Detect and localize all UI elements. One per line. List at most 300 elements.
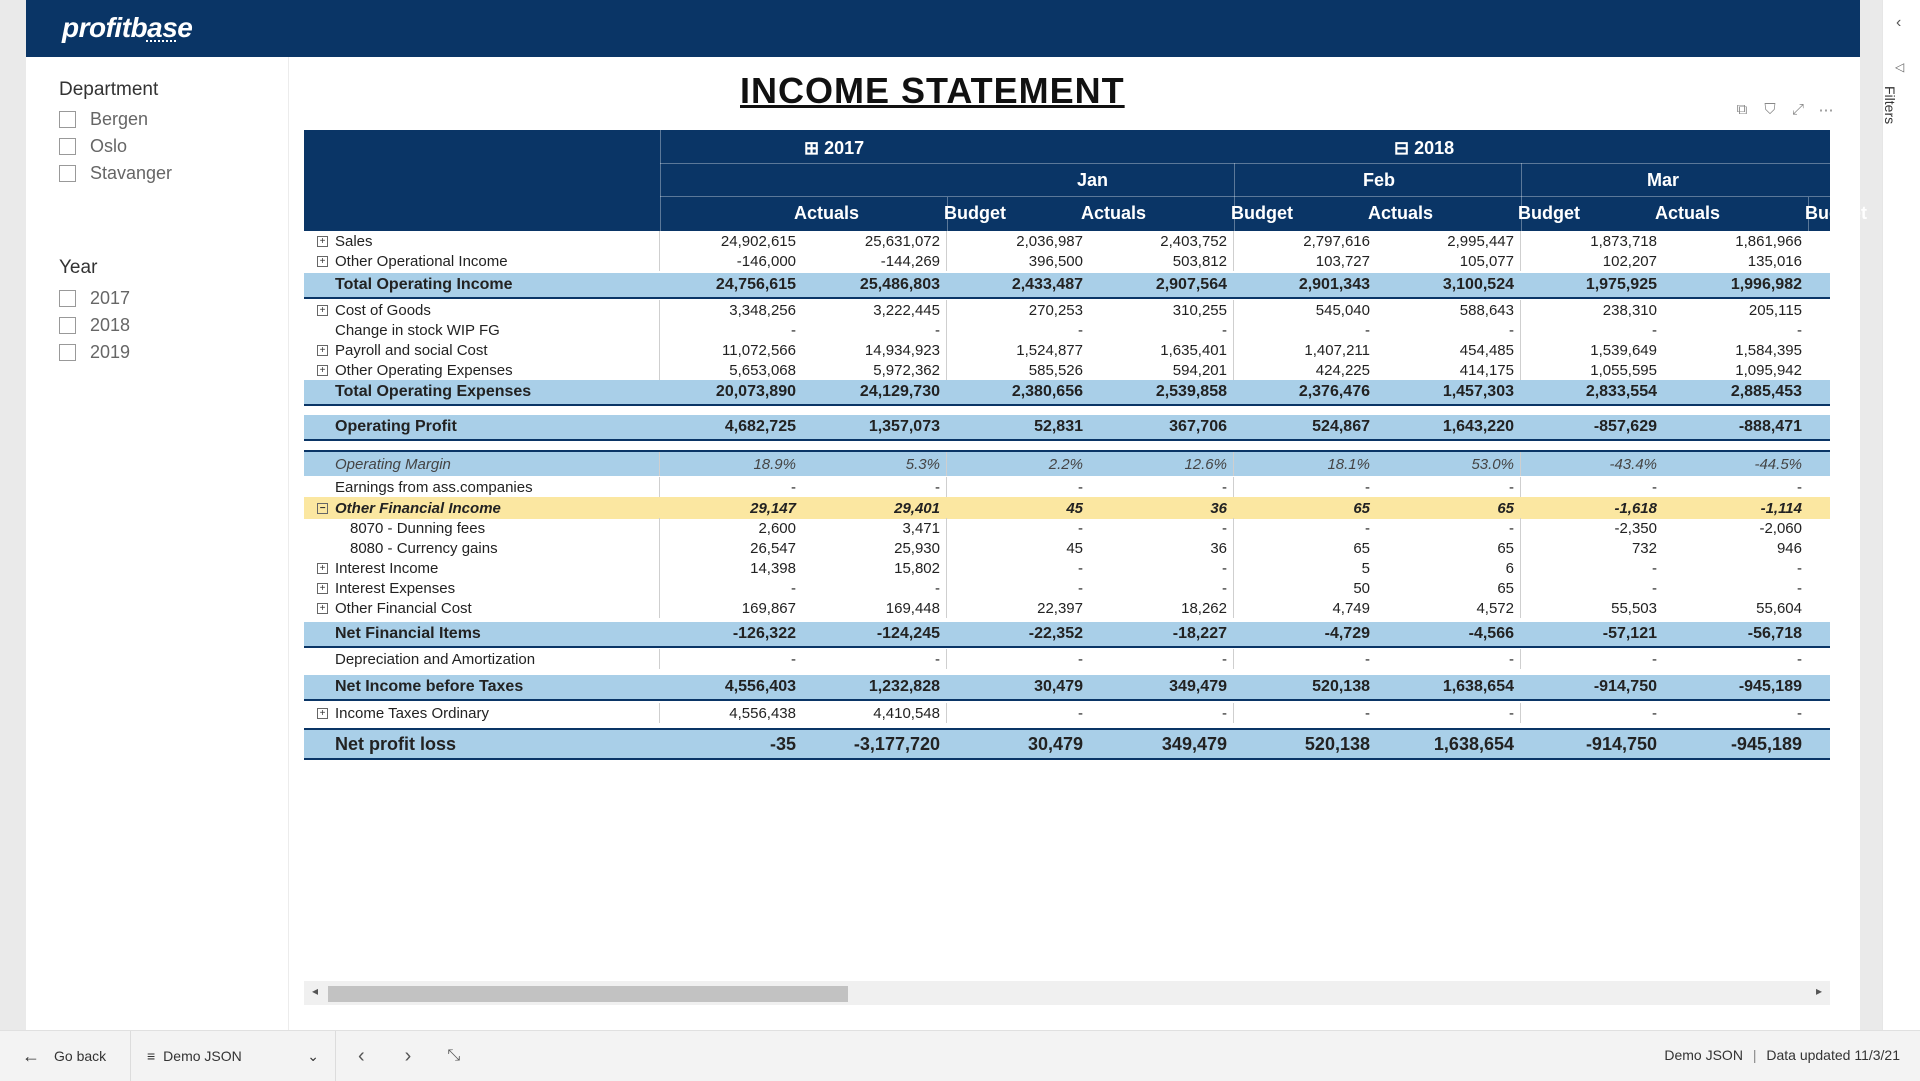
logo-underline: [146, 40, 176, 44]
matrix-row[interactable]: [304, 558, 1830, 578]
value-cell: -: [802, 649, 947, 669]
row-label: Total Operating Income: [335, 276, 513, 293]
row-header: [304, 251, 660, 271]
expand-icon[interactable]: +: [317, 256, 328, 267]
option-label: Stavanger: [90, 163, 173, 183]
value-cell: -: [1365, 478, 1370, 496]
year-header-2017[interactable]: [804, 138, 864, 159]
value-cell: 1,638,654: [1376, 730, 1521, 758]
value-cell: 4,556,438: [729, 704, 796, 722]
value-cell: 424,225: [1315, 361, 1370, 379]
value-cell: -: [791, 321, 796, 339]
value-cell: 65: [1353, 539, 1370, 557]
expand-icon[interactable]: +: [317, 603, 328, 614]
value-cell: 5.3%: [802, 452, 947, 476]
row-header: [304, 518, 660, 538]
value-cell: 2,036,987: [1016, 232, 1083, 250]
value-cell: 414,175: [1376, 360, 1521, 380]
value-cell: 55,604: [1756, 599, 1802, 617]
row-label: Total Operating Expenses: [335, 383, 532, 400]
filters-pane-label[interactable]: Filters: [1882, 86, 1898, 125]
value-cell: -57,121: [1602, 625, 1657, 642]
expand-icon[interactable]: +: [317, 708, 328, 719]
value-cell: -: [1376, 649, 1521, 669]
value-cell: -: [1089, 649, 1234, 669]
expand-icon[interactable]: +: [317, 583, 328, 594]
matrix-row[interactable]: [304, 728, 1830, 760]
row-header: [304, 452, 660, 476]
row-header: [304, 300, 660, 320]
matrix-row[interactable]: [304, 300, 1830, 320]
report-title: INCOME STATEMENT: [740, 70, 1125, 111]
value-cell: -: [1652, 650, 1657, 668]
value-cell: 25,930: [802, 538, 947, 558]
matrix-row[interactable]: [304, 703, 1830, 723]
scrollbar-thumb[interactable]: [328, 986, 848, 1002]
department-slicer-title: Department: [59, 79, 159, 100]
value-cell: 2,376,476: [1298, 383, 1370, 400]
value-cell: -: [1089, 518, 1234, 538]
value-cell: -: [1078, 579, 1083, 597]
value-cell: -: [1089, 558, 1234, 578]
row-header: [304, 649, 660, 669]
value-cell: 45: [1066, 539, 1083, 557]
department-option-oslo[interactable]: [59, 136, 127, 157]
previous-page-button[interactable]: [336, 1031, 387, 1081]
col-header-budget[interactable]: Budget: [1805, 203, 1867, 223]
value-cell: 14,934,923: [802, 340, 947, 360]
focus-mode-icon[interactable]: ⤢: [1791, 101, 1804, 118]
row-label: Depreciation and Amortization: [335, 650, 536, 668]
value-cell: -126,322: [732, 625, 796, 642]
page-name: Demo JSON: [163, 1048, 242, 1064]
value-cell: 1,357,073: [802, 415, 947, 439]
value-cell: 2,403,752: [1089, 231, 1234, 251]
value-cell: -2,060: [1759, 519, 1802, 537]
page-list-icon: ≡: [147, 1048, 156, 1064]
value-cell: 24,902,615: [720, 232, 796, 250]
row-label: Net Financial Items: [335, 625, 481, 642]
value-cell: -: [1376, 518, 1521, 538]
row-label: Payroll and social Cost: [335, 341, 488, 359]
department-option-bergen[interactable]: [59, 109, 148, 130]
matrix-row[interactable]: [304, 518, 1830, 538]
row-label: Operating Profit: [335, 418, 457, 435]
matrix-row[interactable]: [304, 477, 1830, 497]
value-cell: 205,115: [1748, 301, 1802, 319]
row-label: Earnings from ass.companies: [335, 478, 533, 496]
value-cell: 367,706: [1089, 415, 1234, 439]
value-cell: 30,479: [1027, 733, 1083, 754]
checkbox-icon[interactable]: [59, 317, 76, 334]
value-cell: 1,524,877: [1016, 341, 1083, 359]
value-cell: 18.9%: [753, 455, 796, 473]
value-cell: -: [1376, 320, 1521, 340]
value-cell: 12.6%: [1089, 452, 1234, 476]
value-cell: 20,073,890: [715, 383, 796, 400]
value-cell: 4,410,548: [802, 703, 947, 723]
value-cell: 1,539,649: [1590, 341, 1657, 359]
value-cell: -: [1365, 704, 1370, 722]
status-report-name: Demo JSON: [1664, 1047, 1743, 1063]
value-cell: 520,138: [1312, 678, 1370, 695]
row-header: [304, 231, 660, 251]
row-header: [304, 730, 660, 758]
checkbox-icon[interactable]: [59, 138, 76, 155]
value-cell: -44.5%: [1754, 455, 1802, 473]
matrix-row[interactable]: [304, 251, 1830, 271]
value-cell: 5,972,362: [802, 360, 947, 380]
month-header-feb: Feb: [1363, 170, 1396, 190]
value-cell: -22,352: [1028, 625, 1083, 642]
row-label: Interest Income: [335, 559, 439, 577]
value-cell: 270,253: [1028, 301, 1083, 319]
value-cell: 135,016: [1747, 252, 1802, 270]
value-cell: -: [1089, 477, 1234, 497]
value-cell: -888,471: [1738, 418, 1802, 435]
value-cell: 524,867: [1312, 418, 1370, 435]
value-cell: -: [1078, 704, 1083, 722]
value-cell: 3,348,256: [729, 301, 796, 319]
value-cell: 2.2%: [1048, 455, 1083, 473]
collapse-arrows-icon: ⤡: [447, 1047, 461, 1064]
value-cell: -124,245: [802, 622, 947, 646]
value-cell: 18.1%: [1327, 455, 1370, 473]
copy-icon[interactable]: ⧉: [1736, 101, 1748, 118]
value-cell: 1,996,982: [1730, 276, 1802, 293]
value-cell: 50: [1353, 579, 1370, 597]
value-cell: 65: [1376, 497, 1521, 519]
value-cell: -18,227: [1089, 622, 1234, 646]
chevron-down-icon: ⌄: [307, 1047, 319, 1064]
col-header-actuals[interactable]: Actuals: [1367, 203, 1433, 223]
value-cell: 2,885,453: [1730, 383, 1802, 400]
value-cell: 396,500: [1028, 252, 1083, 270]
value-cell: -: [802, 477, 947, 497]
row-header: [304, 497, 660, 519]
row-label: Net Income before Taxes: [335, 678, 524, 695]
value-cell: 1,584,395: [1735, 341, 1802, 359]
value-cell: -2,350: [1614, 519, 1657, 537]
value-cell: -1,618: [1614, 499, 1657, 517]
value-cell: 103,727: [1315, 252, 1370, 270]
visual-header-icons: [1733, 101, 1835, 119]
value-cell: 11,072,566: [722, 341, 796, 359]
value-cell: -857,629: [1593, 418, 1657, 435]
matrix-row[interactable]: [304, 578, 1830, 598]
row-label: Sales: [335, 232, 373, 250]
value-cell: -: [802, 578, 947, 598]
row-header: [304, 622, 660, 646]
row-label: Other Financial Income: [335, 499, 501, 517]
matrix-row[interactable]: [304, 273, 1830, 299]
value-cell: -4,566: [1376, 622, 1521, 646]
filters-rail[interactable]: [1882, 0, 1920, 1030]
checkbox-icon[interactable]: [59, 344, 76, 361]
value-cell: -: [1089, 703, 1234, 723]
value-cell: 53.0%: [1376, 452, 1521, 476]
value-cell: 169,867: [741, 599, 796, 617]
option-label: Oslo: [90, 136, 128, 156]
value-cell: -: [1365, 321, 1370, 339]
value-cell: 2,797,616: [1303, 232, 1370, 250]
value-cell: 4,749: [1332, 599, 1370, 617]
value-cell: 45: [1066, 499, 1083, 517]
value-cell: -4,729: [1324, 625, 1370, 642]
row-label: Cost of Goods: [335, 301, 431, 319]
year-option-2018[interactable]: [59, 315, 130, 336]
row-label: 8080 - Currency gains: [350, 539, 498, 557]
value-cell: -43.4%: [1609, 455, 1657, 473]
value-cell: -146,000: [736, 252, 796, 270]
value-cell: 503,812: [1089, 251, 1234, 271]
value-cell: 2,380,656: [1011, 383, 1083, 400]
value-cell: -: [1078, 321, 1083, 339]
value-cell: 349,479: [1089, 730, 1234, 758]
value-cell: 169,448: [802, 598, 947, 618]
value-cell: -: [1078, 559, 1083, 577]
profitbase-logo: profitbase: [62, 12, 193, 43]
value-cell: 1,457,303: [1376, 380, 1521, 404]
value-cell: -: [1089, 578, 1234, 598]
row-label: Interest Expenses: [335, 579, 456, 597]
matrix-row[interactable]: [304, 598, 1830, 618]
chevron-left-icon[interactable]: ‹: [1896, 14, 1902, 31]
value-cell: 1,873,718: [1590, 232, 1657, 250]
value-cell: 585,526: [1028, 361, 1083, 379]
row-label: Net profit loss: [335, 733, 457, 754]
value-cell: 310,255: [1089, 300, 1234, 320]
year-slicer-title: Year: [59, 257, 98, 278]
value-cell: 732: [1631, 539, 1657, 557]
value-cell: -: [791, 650, 796, 668]
row-label: Other Operating Expenses: [335, 361, 513, 379]
value-cell: 55,503: [1611, 599, 1657, 617]
row-header: [304, 273, 660, 297]
value-cell: 1,975,925: [1585, 276, 1657, 293]
matrix-row[interactable]: [304, 360, 1830, 380]
value-cell: 1,635,401: [1089, 340, 1234, 360]
value-cell: 349,479: [1089, 675, 1234, 699]
col-header-actuals[interactable]: Actuals: [1654, 203, 1720, 223]
value-cell: 18,262: [1089, 598, 1234, 618]
value-cell: 3,222,445: [802, 300, 947, 320]
value-cell: 25,486,803: [802, 273, 947, 297]
matrix-column-header: [304, 130, 1867, 231]
report-canvas: [26, 0, 1867, 1030]
value-cell: -144,269: [802, 251, 947, 271]
collapse-icon[interactable]: −: [317, 503, 328, 514]
option-label: 2019: [90, 342, 131, 362]
checkbox-icon[interactable]: [59, 290, 76, 307]
value-cell: -: [791, 579, 796, 597]
value-cell: 5,653,068: [729, 361, 796, 379]
value-cell: 588,643: [1376, 300, 1521, 320]
value-cell: -945,189: [1730, 733, 1802, 754]
arrow-left-icon: ←: [22, 1045, 40, 1066]
col-header-budget[interactable]: Budget: [944, 203, 1006, 223]
chevron-left-icon: ‹: [358, 1044, 365, 1067]
year-label: 2017: [824, 138, 865, 158]
value-cell: 454,485: [1376, 340, 1521, 360]
horizontal-scrollbar[interactable]: [304, 981, 1830, 1005]
value-cell: 2,833,554: [1585, 383, 1657, 400]
value-cell: -: [1652, 559, 1657, 577]
value-cell: 2,433,487: [1011, 276, 1083, 293]
col-header-budget[interactable]: Budget: [1518, 203, 1580, 223]
expand-icon[interactable]: +: [317, 236, 328, 247]
matrix-row[interactable]: [304, 415, 1830, 441]
value-cell: -: [1652, 704, 1657, 722]
value-cell: 24,129,730: [802, 380, 947, 404]
value-cell: 30,479: [1034, 678, 1083, 695]
value-cell: 4,682,725: [724, 418, 796, 435]
row-label: Operating Margin: [335, 455, 451, 473]
next-page-button[interactable]: [387, 1031, 430, 1081]
expand-icon[interactable]: +: [317, 563, 328, 574]
checkbox-icon[interactable]: [59, 165, 76, 182]
collapse-icon[interactable]: ⊟: [1394, 138, 1410, 158]
department-option-stavanger[interactable]: [59, 163, 172, 184]
year-option-2019[interactable]: [59, 342, 130, 363]
row-header: [304, 598, 660, 618]
value-cell: -: [1652, 579, 1657, 597]
value-cell: 65: [1376, 538, 1521, 558]
matrix-row[interactable]: [304, 675, 1830, 701]
scroll-right-icon[interactable]: ▸: [1815, 984, 1822, 998]
value-cell: 36: [1089, 497, 1234, 519]
value-cell: -945,189: [1738, 678, 1802, 695]
value-cell: 29,401: [802, 497, 947, 519]
value-cell: 2,995,447: [1376, 231, 1521, 251]
col-header-budget[interactable]: Budget: [1231, 203, 1293, 223]
row-header: [304, 415, 660, 439]
row-header: [304, 360, 660, 380]
value-cell: 4,572: [1376, 598, 1521, 618]
value-cell: 1,643,220: [1376, 415, 1521, 439]
go-back-button[interactable]: [0, 1031, 130, 1081]
option-label: 2018: [90, 315, 131, 335]
matrix-row[interactable]: [304, 320, 1830, 340]
value-cell: 15,802: [802, 558, 947, 578]
row-label: Change in stock WIP FG: [335, 321, 500, 339]
matrix-row[interactable]: [304, 497, 1830, 519]
expand-icon[interactable]: +: [317, 305, 328, 316]
value-cell: -: [1365, 650, 1370, 668]
row-header: [304, 320, 660, 340]
value-cell: 5: [1361, 559, 1370, 577]
value-cell: 1,232,828: [802, 675, 947, 699]
value-cell: -: [1797, 704, 1802, 722]
year-label: 2018: [1414, 138, 1455, 158]
value-cell: -914,750: [1593, 678, 1657, 695]
value-cell: 65: [1376, 578, 1521, 598]
expand-icon[interactable]: +: [317, 345, 328, 356]
value-cell: -: [1089, 320, 1234, 340]
value-cell: -3,177,720: [802, 730, 947, 758]
value-cell: -: [1797, 650, 1802, 668]
more-options-icon[interactable]: ⋯: [1818, 102, 1834, 119]
value-cell: 24,756,615: [715, 276, 796, 293]
row-label: Income Taxes Ordinary: [335, 704, 489, 722]
row-header: [304, 538, 660, 558]
expand-icon[interactable]: ⊞: [804, 138, 820, 158]
value-cell: -: [1078, 650, 1083, 668]
option-label: Bergen: [90, 109, 149, 129]
value-cell: 1,638,654: [1376, 675, 1521, 699]
value-cell: 3,100,524: [1376, 273, 1521, 297]
value-cell: 52,831: [1034, 418, 1083, 435]
value-cell: 520,138: [1304, 733, 1370, 754]
month-header-jan: Jan: [1077, 170, 1109, 190]
matrix-row[interactable]: [304, 450, 1830, 476]
row-header: [304, 477, 660, 497]
chevron-right-icon: ›: [404, 1044, 412, 1067]
row-label: 8070 - Dunning fees: [350, 519, 486, 537]
value-cell: -: [1652, 478, 1657, 496]
status-text: Demo JSON | Data updated 11/3/21: [1664, 1047, 1900, 1063]
report-header: [26, 0, 1860, 57]
value-cell: -: [1365, 519, 1370, 537]
value-cell: 4,556,403: [724, 678, 796, 695]
filter-funnel-icon: ◁: [1895, 60, 1905, 74]
value-cell: 26,547: [750, 539, 796, 557]
value-cell: 2,901,343: [1298, 276, 1370, 293]
value-cell: 1,861,966: [1735, 232, 1802, 250]
year-header-2018[interactable]: [1394, 138, 1454, 159]
value-cell: 946: [1776, 539, 1802, 557]
go-back-label: Go back: [54, 1048, 107, 1064]
matrix-row[interactable]: [304, 538, 1830, 558]
filter-icon[interactable]: ⛉: [1764, 101, 1776, 118]
value-cell: 1,095,942: [1735, 361, 1802, 379]
col-header-actuals[interactable]: Actuals: [793, 203, 859, 223]
checkbox-icon[interactable]: [59, 111, 76, 128]
value-cell: -: [1652, 321, 1657, 339]
value-cell: 1,407,211: [1304, 341, 1370, 359]
option-label: 2017: [90, 288, 131, 308]
value-cell: -: [791, 478, 796, 496]
matrix-row[interactable]: [304, 622, 1830, 648]
fit-to-page-button[interactable]: [429, 1031, 478, 1081]
value-cell: 2,907,564: [1089, 273, 1234, 297]
value-cell: -1,114: [1760, 499, 1802, 517]
matrix-row[interactable]: [304, 380, 1830, 406]
matrix-row[interactable]: [304, 649, 1830, 669]
value-cell: 2,539,858: [1089, 380, 1234, 404]
value-cell: -56,718: [1747, 625, 1802, 642]
page-selector[interactable]: [131, 1031, 335, 1081]
footer-bar: [0, 1030, 1920, 1081]
value-cell: -914,750: [1585, 733, 1657, 754]
value-cell: 22,397: [1037, 599, 1083, 617]
value-cell: 545,040: [1315, 301, 1370, 319]
row-header: [304, 340, 660, 360]
value-cell: 25,631,072: [802, 231, 947, 251]
col-header-actuals[interactable]: Actuals: [1080, 203, 1146, 223]
matrix-row[interactable]: [304, 231, 1830, 251]
scroll-left-icon[interactable]: ◂: [312, 984, 319, 998]
value-cell: -: [802, 320, 947, 340]
expand-icon[interactable]: +: [317, 365, 328, 376]
value-cell: 238,310: [1602, 301, 1657, 319]
year-option-2017[interactable]: [59, 288, 130, 309]
row-header: [304, 675, 660, 699]
value-cell: 1,055,595: [1590, 361, 1657, 379]
matrix-row[interactable]: [304, 340, 1830, 360]
value-cell: -: [1376, 477, 1521, 497]
value-cell: 6: [1376, 558, 1521, 578]
